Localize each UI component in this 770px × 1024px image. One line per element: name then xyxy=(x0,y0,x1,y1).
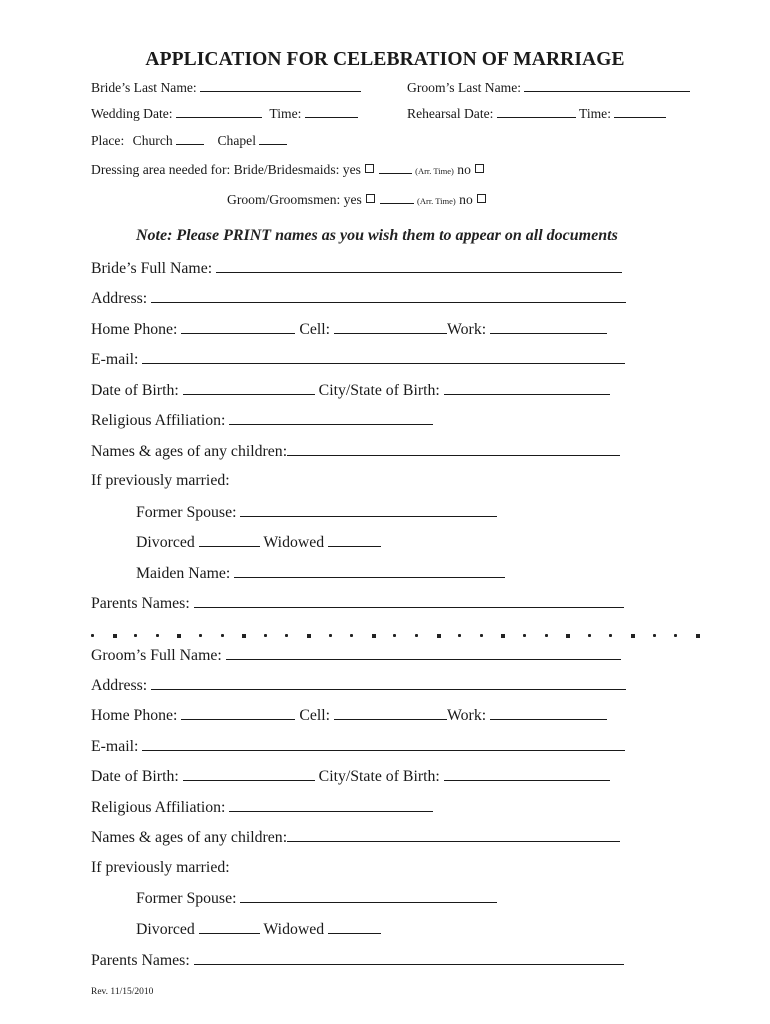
groom-email-label: E-mail: xyxy=(91,738,139,755)
chapel-field[interactable] xyxy=(259,133,287,145)
separator-dot xyxy=(350,634,353,637)
groom-religious-field[interactable] xyxy=(229,799,433,812)
bride-parents-field[interactable] xyxy=(194,595,624,608)
separator-dot xyxy=(415,634,418,637)
separator-dot xyxy=(566,634,570,638)
groom-previously-married-label: If previously married: xyxy=(91,859,230,876)
grooms-last-name-row xyxy=(407,80,690,95)
separator-dot xyxy=(696,634,700,638)
groom-religious-label: Religious Affiliation: xyxy=(91,799,226,816)
bride-phone-row xyxy=(91,321,607,338)
separator-dot xyxy=(653,634,656,637)
groom-home-phone-label: Home Phone: xyxy=(91,707,178,724)
bride-former-spouse-label: Former Spouse: xyxy=(136,504,237,521)
bride-widowed-label: Widowed xyxy=(263,534,325,551)
print-note: Note: Please PRINT names as you wish them to appear on all documents xyxy=(136,227,618,244)
church-field[interactable] xyxy=(176,133,204,145)
groom-dob-row xyxy=(91,768,610,785)
brides-last-name-row xyxy=(91,80,361,95)
bride-parents-row xyxy=(91,595,624,612)
church-label: Church xyxy=(132,133,173,148)
separator-dot xyxy=(307,634,311,638)
bride-children-label: Names & ages of any children: xyxy=(91,443,288,460)
rehearsal-date-label: Rehearsal Date: xyxy=(407,106,494,121)
separator-dot xyxy=(588,634,591,637)
groom-full-name-field[interactable] xyxy=(226,647,621,660)
bride-address-field[interactable] xyxy=(151,290,626,303)
separator-dot xyxy=(480,634,483,637)
groom-no-label: no xyxy=(459,192,473,207)
bride-religious-field[interactable] xyxy=(229,412,433,425)
bride-full-name-label: Bride’s Full Name: xyxy=(91,260,213,277)
separator-dot xyxy=(199,634,202,637)
place-label: Place: xyxy=(91,133,125,148)
separator-dot xyxy=(372,634,376,638)
groom-dob-field[interactable] xyxy=(183,768,315,781)
groom-parents-field[interactable] xyxy=(194,952,624,965)
bride-religious-row xyxy=(91,412,433,429)
wedding-date-row xyxy=(91,106,358,121)
bride-divorced-row xyxy=(136,534,381,551)
separator-dot xyxy=(609,634,612,637)
bride-dressing-no-checkbox[interactable] xyxy=(475,164,484,173)
separator-dot xyxy=(91,634,94,637)
groom-full-name-label: Groom’s Full Name: xyxy=(91,647,222,664)
groom-address-field[interactable] xyxy=(151,677,626,690)
groom-work-field[interactable] xyxy=(490,707,607,720)
rehearsal-date-row xyxy=(407,106,666,121)
groom-arr-time-field[interactable] xyxy=(380,192,414,204)
groom-email-row xyxy=(91,738,625,755)
brides-last-name-label: Bride’s Last Name: xyxy=(91,80,197,95)
bride-dob-row xyxy=(91,382,610,399)
groom-children-field[interactable] xyxy=(287,829,620,842)
bride-full-name-row xyxy=(91,260,622,277)
separator-dot xyxy=(285,634,288,637)
page-title: APPLICATION FOR CELEBRATION OF MARRIAGE xyxy=(145,49,625,70)
bride-maiden-name-label: Maiden Name: xyxy=(136,565,231,582)
bride-children-row xyxy=(91,443,620,460)
groom-cell-label: Cell: xyxy=(299,707,331,724)
groom-dob-label: Date of Birth: xyxy=(91,768,179,785)
groom-email-field[interactable] xyxy=(142,738,625,751)
groom-dressing-no-checkbox[interactable] xyxy=(477,194,486,203)
separator-dot xyxy=(177,634,181,638)
place-row xyxy=(91,133,287,148)
bride-no-label: no xyxy=(457,162,471,177)
bride-dob-field[interactable] xyxy=(183,382,315,395)
rehearsal-time-label: Time: xyxy=(579,106,611,121)
grooms-last-name-field[interactable] xyxy=(524,80,690,92)
separator-dot xyxy=(674,634,677,637)
separator-dot xyxy=(545,634,548,637)
bride-cell-field[interactable] xyxy=(334,321,447,334)
revision-date: Rev. 11/15/2010 xyxy=(91,987,154,997)
bride-former-spouse-field[interactable] xyxy=(240,504,497,517)
rehearsal-time-field[interactable] xyxy=(614,106,666,118)
groom-dressing-yes-checkbox[interactable] xyxy=(366,194,375,203)
groom-widowed-label: Widowed xyxy=(263,921,325,938)
wedding-time-field[interactable] xyxy=(305,106,358,118)
groom-home-phone-field[interactable] xyxy=(181,707,295,720)
bride-cell-label: Cell: xyxy=(299,321,331,338)
bride-divorced-field[interactable] xyxy=(199,534,260,547)
bride-city-state-field[interactable] xyxy=(444,382,610,395)
bride-maiden-name-field[interactable] xyxy=(234,565,505,578)
bride-former-spouse-row xyxy=(136,504,497,521)
groom-city-state-field[interactable] xyxy=(444,768,610,781)
bride-full-name-field[interactable] xyxy=(216,260,622,273)
groom-children-label: Names & ages of any children: xyxy=(91,829,288,846)
separator-dot xyxy=(264,634,267,637)
groom-address-row xyxy=(91,677,626,694)
wedding-date-label: Wedding Date: xyxy=(91,106,173,121)
groom-divorced-label: Divorced xyxy=(136,921,195,938)
groom-divorced-field[interactable] xyxy=(199,921,260,934)
groom-former-spouse-row xyxy=(136,890,497,907)
separator-dot xyxy=(221,634,224,637)
bride-previously-married-label: If previously married: xyxy=(91,472,230,489)
groom-address-label: Address: xyxy=(91,677,148,694)
groom-widowed-field[interactable] xyxy=(328,921,381,934)
groom-children-row xyxy=(91,829,620,846)
bride-arr-time-label: (Arr. Time) xyxy=(415,166,454,176)
bride-children-field[interactable] xyxy=(287,443,620,456)
bride-work-field[interactable] xyxy=(490,321,607,334)
groom-arr-time-label: (Arr. Time) xyxy=(417,196,456,206)
bride-parents-label: Parents Names: xyxy=(91,595,190,612)
bride-home-phone-field[interactable] xyxy=(181,321,295,334)
bride-city-state-label: City/State of Birth: xyxy=(318,382,440,399)
groom-former-spouse-label: Former Spouse: xyxy=(136,890,237,907)
bride-work-label: Work: xyxy=(447,321,487,338)
bride-widowed-field[interactable] xyxy=(328,534,381,547)
groom-phone-row xyxy=(91,707,607,724)
separator-dot xyxy=(437,634,441,638)
bride-address-row xyxy=(91,290,626,307)
groom-parents-row xyxy=(91,952,624,969)
chapel-label: Chapel xyxy=(217,133,256,148)
grooms-last-name-label: Groom’s Last Name: xyxy=(407,80,522,95)
dressing-groom-row xyxy=(227,192,487,207)
dressing-bride-row xyxy=(91,162,485,177)
separator-dot xyxy=(393,634,396,637)
dressing-bride-label: Dressing area needed for: Bride/Bridesmaids: yes xyxy=(91,162,361,177)
bride-divorced-label: Divorced xyxy=(136,534,195,551)
bride-dressing-yes-checkbox[interactable] xyxy=(365,164,374,173)
separator-dot xyxy=(458,634,461,637)
brides-last-name-field[interactable] xyxy=(200,80,361,92)
wedding-time-label: Time: xyxy=(269,106,302,121)
bride-home-phone-label: Home Phone: xyxy=(91,321,178,338)
wedding-date-field[interactable] xyxy=(176,106,262,118)
separator-dot xyxy=(242,634,246,638)
groom-full-name-row xyxy=(91,647,621,664)
groom-former-spouse-field[interactable] xyxy=(240,890,497,903)
separator-dot xyxy=(113,634,117,638)
bride-dob-label: Date of Birth: xyxy=(91,382,179,399)
bride-email-row xyxy=(91,351,625,368)
bride-email-field[interactable] xyxy=(142,351,625,364)
separator-dot xyxy=(329,634,332,637)
separator-dot xyxy=(501,634,505,638)
bride-religious-label: Religious Affiliation: xyxy=(91,412,226,429)
groom-divorced-row xyxy=(136,921,381,938)
section-separator xyxy=(91,634,701,640)
groom-work-label: Work: xyxy=(447,707,487,724)
bride-address-label: Address: xyxy=(91,290,148,307)
groom-city-state-label: City/State of Birth: xyxy=(318,768,440,785)
groom-parents-label: Parents Names: xyxy=(91,952,190,969)
separator-dot xyxy=(631,634,635,638)
separator-dot xyxy=(156,634,159,637)
bride-maiden-name-row xyxy=(136,565,505,582)
bride-email-label: E-mail: xyxy=(91,351,139,368)
groom-religious-row xyxy=(91,799,433,816)
separator-dot xyxy=(523,634,526,637)
rehearsal-date-field[interactable] xyxy=(497,106,576,118)
dressing-groom-label: Groom/Groomsmen: yes xyxy=(227,192,362,207)
bride-arr-time-field[interactable] xyxy=(379,162,412,174)
groom-cell-field[interactable] xyxy=(334,707,447,720)
separator-dot xyxy=(134,634,137,637)
